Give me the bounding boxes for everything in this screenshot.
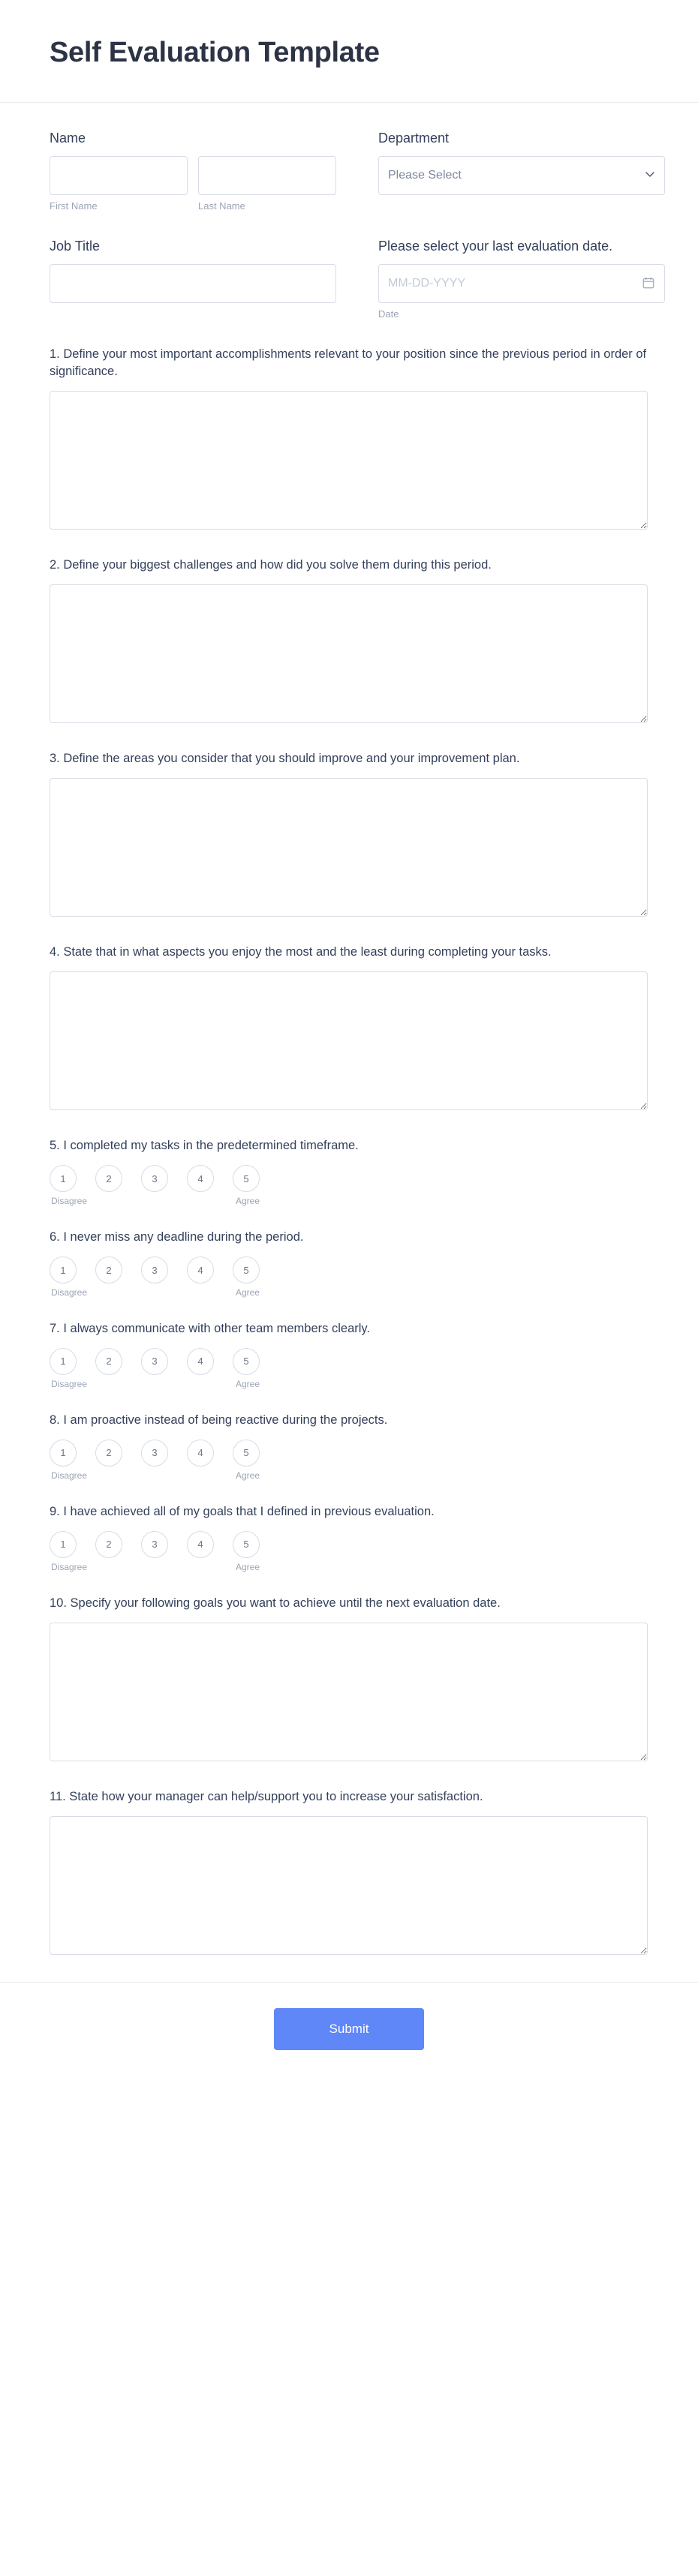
question-textarea[interactable]: [50, 971, 648, 1110]
scale-item: [187, 1256, 214, 1283]
scale-item: [233, 1165, 260, 1192]
question-block: [50, 1788, 648, 1955]
scale-item: [187, 1531, 214, 1558]
scale-option-2[interactable]: 2: [95, 1531, 122, 1558]
scale-options: [50, 1440, 648, 1467]
question-label: 3. Define the areas you consider that you should improve and your improvement plan.: [50, 752, 520, 766]
field-name: [50, 130, 336, 212]
question-textarea[interactable]: [50, 1816, 648, 1955]
scale-option-3[interactable]: 3: [141, 1256, 168, 1283]
scale-option-3[interactable]: 3: [141, 1348, 168, 1375]
page-title: Self Evaluation Template: [50, 37, 380, 68]
question-block: [50, 1137, 648, 1206]
scale-option-2[interactable]: 2: [95, 1256, 122, 1283]
scale-item: [95, 1348, 122, 1375]
question-block: [50, 1229, 648, 1298]
question-label: 10. Specify your following goals you want to achieve until the next evaluation date.: [50, 1596, 501, 1610]
last-name-input[interactable]: [198, 156, 336, 195]
scale-option-3[interactable]: 3: [141, 1165, 168, 1192]
scale-item: [50, 1165, 77, 1192]
first-name-input[interactable]: [50, 156, 188, 195]
scale-option-1[interactable]: 1: [50, 1531, 77, 1558]
last-evaluation-date-label: Please select your last evaluation date.: [378, 238, 613, 254]
department-select[interactable]: [378, 156, 665, 195]
scale-option-5[interactable]: 5: [233, 1531, 260, 1558]
field-last-evaluation-date: [378, 238, 665, 320]
last-name-sublabel: Last Name: [198, 200, 245, 212]
question-label: 9. I have achieved all of my goals that I defined in previous evaluation.: [50, 1504, 435, 1518]
scale-low-label: Disagree: [51, 1378, 88, 1389]
scale-item: [141, 1440, 168, 1467]
scale-option-1[interactable]: 1: [50, 1256, 77, 1283]
submit-button[interactable]: Submit: [274, 2008, 424, 2050]
scale-item: [233, 1256, 260, 1283]
question-label: 5. I completed my tasks in the predetermined timeframe.: [50, 1139, 359, 1153]
scale-low-label: Disagree: [51, 1287, 88, 1299]
scale-option-5[interactable]: 5: [233, 1256, 260, 1283]
question-block: [50, 1412, 648, 1481]
scale-option-5[interactable]: 5: [233, 1348, 260, 1375]
scale-legend: [50, 1379, 260, 1389]
first-name-sublabel: First Name: [50, 200, 98, 212]
scale-option-2[interactable]: 2: [95, 1440, 122, 1467]
question-label: 7. I always communicate with other team members clearly.: [50, 1322, 371, 1336]
scale-item: [233, 1440, 260, 1467]
scale-legend: [50, 1470, 260, 1481]
field-job-title: [50, 238, 336, 320]
date-input-wrap: [378, 264, 665, 303]
scale-option-4[interactable]: 4: [187, 1531, 214, 1558]
question-label: 1. Define your most important accomplishments relevant to your position since the previous period in order of significance.: [50, 347, 647, 379]
scale-option-4[interactable]: 4: [187, 1348, 214, 1375]
scale-option-3[interactable]: 3: [141, 1531, 168, 1558]
scale-option-4[interactable]: 4: [187, 1440, 214, 1467]
question-block: [50, 346, 648, 530]
scale-options: [50, 1348, 648, 1375]
scale-high-label: Agree: [235, 1470, 260, 1481]
scale-option-4[interactable]: 4: [187, 1165, 214, 1192]
question-block: [50, 944, 648, 1110]
department-label: Department: [378, 130, 450, 146]
questions-list: [50, 346, 648, 1955]
question-label: 6. I never miss any deadline during the period.: [50, 1230, 304, 1244]
scale-options: [50, 1531, 648, 1558]
scale-item: [50, 1348, 77, 1375]
last-evaluation-date-input[interactable]: [378, 264, 665, 303]
scale-options: [50, 1165, 648, 1192]
question-label: 8. I am proactive instead of being reactive during the projects.: [50, 1413, 388, 1427]
scale-options: [50, 1256, 648, 1283]
row-name-department: [50, 130, 648, 212]
scale-legend: [50, 1562, 260, 1572]
scale-low-label: Disagree: [51, 1196, 88, 1207]
form-body: [0, 103, 698, 1955]
calendar-icon[interactable]: [642, 276, 655, 290]
question-textarea[interactable]: [50, 391, 648, 530]
scale-high-label: Agree: [235, 1196, 260, 1207]
department-select-wrap: [378, 156, 665, 195]
scale-option-4[interactable]: 4: [187, 1256, 214, 1283]
scale-option-1[interactable]: 1: [50, 1348, 77, 1375]
scale-item: [187, 1440, 214, 1467]
scale-item: [95, 1165, 122, 1192]
scale-option-5[interactable]: 5: [233, 1165, 260, 1192]
scale-item: [50, 1531, 77, 1558]
scale-item: [50, 1440, 77, 1467]
scale-option-1[interactable]: 1: [50, 1165, 77, 1192]
field-department: [378, 130, 665, 212]
question-block: [50, 557, 648, 723]
first-name-group: [50, 156, 188, 212]
question-block: [50, 750, 648, 917]
job-title-label: Job Title: [50, 238, 101, 254]
date-sublabel: Date: [378, 308, 399, 320]
scale-option-5[interactable]: 5: [233, 1440, 260, 1467]
form-header: [0, 0, 698, 103]
question-block: [50, 1320, 648, 1389]
scale-item: [141, 1165, 168, 1192]
scale-item: [95, 1256, 122, 1283]
question-textarea[interactable]: [50, 778, 648, 917]
question-label: 11. State how your manager can help/support you to increase your satisfaction.: [50, 1789, 483, 1803]
scale-high-label: Agree: [235, 1287, 260, 1299]
scale-item: [187, 1348, 214, 1375]
scale-low-label: Disagree: [51, 1561, 88, 1572]
scale-item: [141, 1348, 168, 1375]
scale-legend: [50, 1287, 260, 1298]
scale-option-1[interactable]: 1: [50, 1440, 77, 1467]
name-label: Name: [50, 130, 86, 146]
last-name-group: [198, 156, 336, 212]
scale-item: [95, 1440, 122, 1467]
question-label: 4. State that in what aspects you enjoy the most and the least during completing your tasks.: [50, 945, 552, 959]
scale-legend: [50, 1196, 260, 1206]
scale-high-label: Agree: [235, 1378, 260, 1389]
question-textarea[interactable]: [50, 584, 648, 723]
scale-item: [233, 1531, 260, 1558]
scale-low-label: Disagree: [51, 1470, 88, 1481]
scale-item: [50, 1256, 77, 1283]
job-title-input[interactable]: [50, 264, 336, 303]
scale-option-3[interactable]: 3: [141, 1440, 168, 1467]
scale-item: [95, 1531, 122, 1558]
row-jobtitle-date: [50, 238, 648, 320]
question-textarea[interactable]: [50, 1623, 648, 1761]
form-footer: [0, 1982, 698, 2083]
scale-high-label: Agree: [235, 1561, 260, 1572]
question-block: [50, 1595, 648, 1761]
scale-item: [187, 1165, 214, 1192]
scale-item: [233, 1348, 260, 1375]
scale-option-2[interactable]: 2: [95, 1348, 122, 1375]
name-inputs: [50, 156, 336, 212]
scale-option-2[interactable]: 2: [95, 1165, 122, 1192]
question-label: 2. Define your biggest challenges and how did you solve them during this period.: [50, 558, 492, 572]
question-block: [50, 1503, 648, 1572]
scale-item: [141, 1256, 168, 1283]
scale-item: [141, 1531, 168, 1558]
